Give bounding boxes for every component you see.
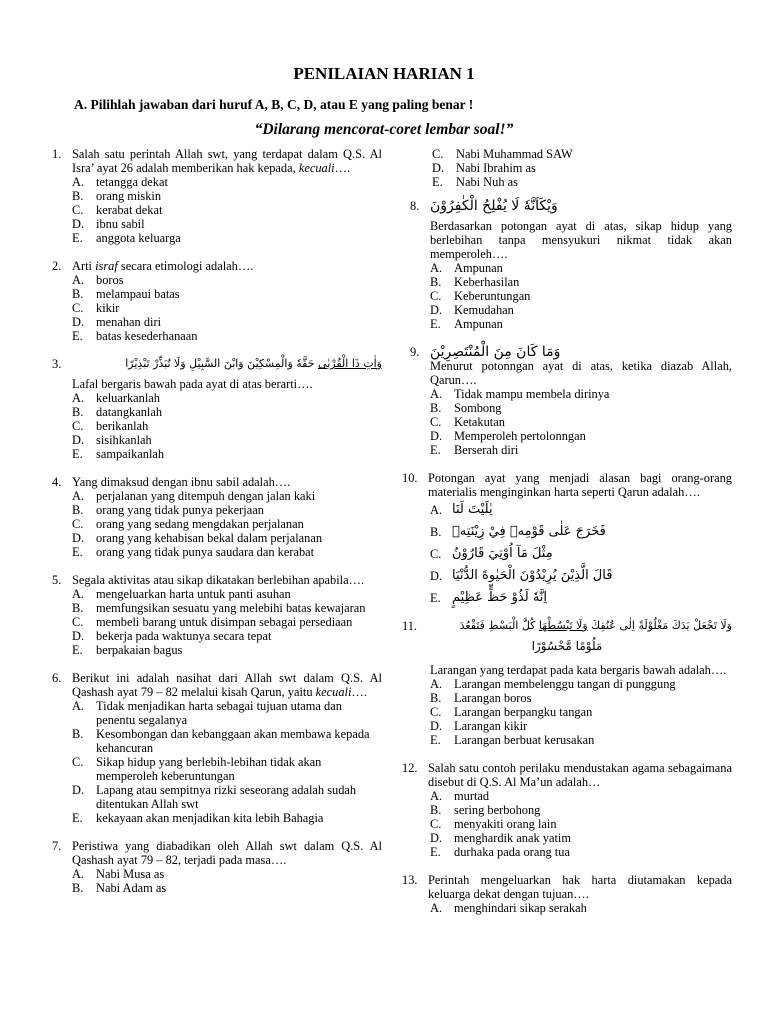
option: D. Nabi Ibrahim as [432, 161, 536, 175]
option: D. ibnu sabil [72, 217, 145, 231]
option: E. durhaka pada orang tua [430, 845, 570, 859]
option: C. Keberuntungan [430, 289, 531, 303]
arabic-verse: وَاٰتِ ذَا الْقُرْبٰى حَقَّهٗ وَالْمِسْكِيْنَ وَابْنَ السَّبِيْلِ وَلَا تُبَذِّرْ تَبْذِيْرًا [125, 357, 382, 370]
question-number: 1. [52, 147, 62, 161]
question-text: Arti israf secara etimologi adalah…. [72, 259, 254, 273]
option: C. Sikap hidup yang berlebih-lebihan tidak akan memperoleh keberuntungan [72, 755, 322, 783]
question-10 [402, 471, 732, 605]
option: D. Kemudahan [430, 303, 514, 317]
options-list [402, 677, 732, 747]
option: E. Larangan berbuat kerusakan [430, 733, 595, 747]
option: A. يٰلَيْتَ لَنَا [430, 502, 493, 517]
question-number: 10. [402, 471, 418, 485]
question-text: Menurut potonngan ayat di atas, ketika diazab Allah, Qarun…. [430, 359, 732, 387]
question-number: 11. [402, 619, 418, 633]
option: C. orang yang sedang mengdakan perjalanan [72, 517, 304, 531]
question-5 [52, 573, 382, 657]
question-text: Segala aktivitas atau sikap dikatakan berlebihan apabila…. [72, 573, 365, 587]
arabic-verse: وَلَا تَجْعَلْ يَدَكَ مَغْلُوْلَةً اِلٰى عُنُقِكَ وَلَا تَبْسُطْهَا كُلَّ الْبَسْطِ فَتَقْعُدَ [459, 619, 732, 632]
question-2 [52, 259, 382, 343]
option: E. berpakaian bagus [72, 643, 183, 657]
options-list [402, 387, 732, 457]
options-list [402, 901, 732, 915]
question-4 [52, 475, 382, 559]
question-text: Perintah mengeluarkan hak harta diutamakan kepada keluarga dekat dengan tujuan…. [428, 873, 732, 901]
option: E. sampaikanlah [72, 447, 165, 461]
option: C. Nabi Muhammad SAW [432, 147, 573, 161]
option: C. berikanlah [72, 419, 149, 433]
option: C. Ketakutan [430, 415, 505, 429]
question-7 [52, 839, 382, 895]
question-11 [402, 619, 732, 747]
question-number: 4. [52, 475, 62, 489]
option: B. Sombong [430, 401, 502, 415]
option: A. Nabi Musa as [72, 867, 165, 881]
question-text: Salah satu contoh perilaku mendustakan agama sebagaimana disebut di Q.S. Al Ma’un adalah… [428, 761, 732, 789]
option: D. Lapang atau sempitnya rizki seseorang adalah sudah ditentukan Allah swt [72, 783, 357, 811]
question-number: 12. [402, 761, 418, 775]
option: E. Nabi Nuh as [432, 175, 518, 189]
instruction-text: A. Pilihlah jawaban dari huruf A, B, C, D, atau E yang paling benar ! [74, 97, 474, 112]
question-number: 9. [410, 345, 420, 359]
option: D. bekerja pada waktunya secara tepat [72, 629, 272, 643]
option: E. kekayaan akan menjadikan kita lebih Bahagia [72, 811, 324, 825]
option: B. memfungsikan sesuatu yang melebihi batas kewajaran [72, 601, 366, 615]
question-12 [402, 761, 732, 859]
options-list [402, 789, 732, 859]
question-number: 7. [52, 839, 62, 853]
question-number: 2. [52, 259, 62, 273]
option: B. Larangan boros [430, 691, 532, 705]
option: A. boros [72, 273, 124, 287]
option: A. Tidak mampu membela dirinya [430, 387, 610, 401]
option: A. Ampunan [430, 261, 503, 275]
question-number: 8. [410, 199, 420, 213]
option: E. Ampunan [430, 317, 503, 331]
question-text: Potongan ayat yang menjadi alasan bagi orang-orang materialis menginginkan harta seperti Qarun adalah…. [428, 471, 732, 499]
option: D. menahan diri [72, 315, 162, 329]
question-13 [402, 873, 732, 915]
question-text: Berdasarkan potongan ayat di atas, sikap hidup yang berlebihan tanpa mensyukuri nikmat tidak akan memperoleh…. [430, 219, 732, 261]
left-column [52, 147, 382, 909]
options-list [402, 261, 732, 331]
question-8 [402, 199, 732, 331]
option: D. orang yang kehabisan bekal dalam perjalanan [72, 531, 323, 545]
option: B. sering berbohong [430, 803, 541, 817]
options-list [52, 273, 382, 343]
question-text: Peristiwa yang diabadikan oleh Allah swt dalam Q.S. Al Qashash ayat 79 – 82, terjadi pada masa…. [72, 839, 382, 867]
option: C. membeli barang untuk disimpan sebagai persediaan [72, 615, 353, 629]
arabic-verse: وَمَا كَانَ مِنَ الْمُنْتَصِرِيْنَ [430, 344, 561, 360]
option: E. batas kesederhanaan [72, 329, 198, 343]
option: D. Larangan kikir [430, 719, 528, 733]
option: C. مِثْلَ مَآ اُوْتِيَ قَارُوْنُ [430, 546, 553, 561]
right-column [402, 147, 732, 929]
question-9 [402, 345, 732, 457]
option: D. Memperoleh pertolonngan [430, 429, 586, 443]
option: B. orang yang tidak punya pekerjaan [72, 503, 264, 517]
option: D. sisihkanlah [72, 433, 152, 447]
options-list [52, 867, 382, 895]
arabic-verse: وَيْكَاَنَّهٗ لَا يُفْلِحُ الْكٰفِرُوْنَ [430, 198, 558, 214]
options-list [52, 391, 382, 461]
option: E. Berserah diri [430, 443, 519, 457]
option: B. فَخَرَجَ عَلٰى قَوْمِهٖ فِيْ زِيْنَتِهٖ [430, 524, 606, 539]
question-1 [52, 147, 382, 245]
options-list [52, 587, 382, 657]
question-number: 3. [52, 357, 62, 371]
question-text: Yang dimaksud dengan ibnu sabil adalah…. [72, 475, 291, 489]
option: A. perjalanan yang ditempuh dengan jalan kaki [72, 489, 316, 503]
option: A. menghindari sikap serakah [430, 901, 587, 915]
page-title: PENILAIAN HARIAN 1 [293, 64, 475, 83]
question-3 [52, 357, 382, 461]
option: B. Nabi Adam as [72, 881, 167, 895]
option: B. orang miskin [72, 189, 162, 203]
warning-text: “Dilarang mencorat-coret lembar soal!” [254, 121, 514, 138]
option: D. menghardik anak yatim [430, 831, 571, 845]
option: D. قَالَ الَّذِيْنَ يُرِيْدُوْنَ الْحَيٰوةَ الدُّنْيَا [430, 568, 613, 583]
question-text: Larangan yang terdapat pada kata bergaris bawah adalah…. [430, 663, 727, 677]
options-list [52, 489, 382, 559]
option: A. mengeluarkan harta untuk panti asuhan [72, 587, 291, 601]
option: B. Keberhasilan [430, 275, 520, 289]
options-list [52, 699, 382, 825]
option: A. tetangga dekat [72, 175, 168, 189]
arabic-verse-line2: مَلُوْمًا مَّحْسُوْرًا [531, 639, 603, 653]
option: E. اِنَّهٗ لَذُوْ حَظٍّ عَظِيْمٍ [430, 590, 548, 605]
question-text: Lafal bergaris bawah pada ayat di atas berarti…. [72, 377, 313, 391]
question-7-continued [402, 147, 732, 189]
question-6 [52, 671, 382, 825]
question-number: 6. [52, 671, 62, 685]
option: E. anggota keluarga [72, 231, 181, 245]
question-text: Salah satu perintah Allah swt, yang terdapat dalam Q.S. Al Isra’ ayat 26 adalah memberikan hak kepada, kecuali…. [72, 147, 382, 175]
option: A. Larangan membelenggu tangan di punggung [430, 677, 676, 691]
option: A. Tidak menjadikan harta sebagai tujuan utama dan penentu segalanya [72, 699, 342, 727]
option: A. murtad [430, 789, 490, 803]
question-number: 13. [402, 873, 418, 887]
option: C. kikir [72, 301, 120, 315]
option: C. kerabat dekat [72, 203, 163, 217]
option: B. melampaui batas [72, 287, 180, 301]
question-text: Berikut ini adalah nasihat dari Allah swt dalam Q.S. Al Qashash ayat 79 – 82 melalui kisah Qarun, yaitu kecuali…. [72, 671, 382, 699]
option: E. orang yang tidak punya saudara dan kerabat [72, 545, 315, 559]
options-list [52, 175, 382, 245]
option: B. datangkanlah [72, 405, 163, 419]
question-number: 5. [52, 573, 62, 587]
option: B. Kesombongan dan kebanggaan akan membawa kepada kehancuran [72, 727, 370, 755]
options-list [402, 503, 732, 605]
option: C. Larangan berpangku tangan [430, 705, 593, 719]
option: C. menyakiti orang lain [430, 817, 557, 831]
option: A. keluarkanlah [72, 391, 160, 405]
